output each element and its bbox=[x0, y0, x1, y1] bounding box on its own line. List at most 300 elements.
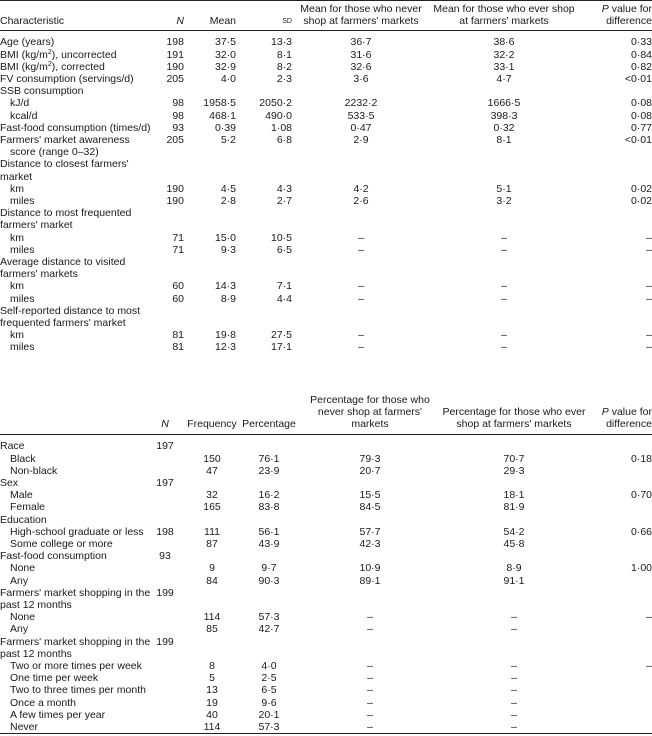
table-row bbox=[0, 465, 652, 477]
n-cell bbox=[158, 146, 184, 158]
header-percentage: Percentage bbox=[240, 394, 298, 435]
mean-cell: 37·5 bbox=[214, 36, 236, 49]
table-row bbox=[0, 256, 652, 268]
percentage-cell bbox=[240, 587, 298, 599]
p-value-cell bbox=[578, 317, 652, 329]
row-label: Female bbox=[10, 501, 46, 514]
sd-cell: 8·1 bbox=[276, 48, 292, 61]
table-row bbox=[0, 550, 652, 562]
n-cell bbox=[158, 317, 184, 329]
p-value-cell bbox=[586, 465, 652, 477]
percentage-cell: 43·9 bbox=[258, 537, 280, 550]
p-value-cell: 0·82 bbox=[630, 60, 652, 73]
row-label: km bbox=[10, 231, 24, 244]
p-value-cell bbox=[578, 207, 652, 219]
mean-ever-cell: – bbox=[501, 280, 507, 293]
row-label: Male bbox=[10, 489, 33, 502]
n-cell: 190 bbox=[166, 60, 184, 73]
sd-cell: 17·1 bbox=[270, 341, 292, 354]
mean-cell: 8·9 bbox=[220, 292, 236, 305]
table-row bbox=[0, 575, 652, 587]
row-label: miles bbox=[10, 292, 35, 305]
percentage-cell bbox=[240, 514, 298, 526]
header-mean: Mean bbox=[184, 1, 236, 31]
p-value-cell bbox=[586, 587, 652, 599]
percentage-cell bbox=[240, 550, 298, 562]
p-value-cell bbox=[586, 501, 652, 513]
n-cell bbox=[158, 85, 184, 97]
p-value-cell bbox=[586, 599, 652, 611]
n-cell: 191 bbox=[166, 48, 184, 61]
table-row bbox=[0, 341, 652, 353]
n-cell bbox=[158, 171, 184, 183]
header-characteristic: Characteristic bbox=[0, 1, 158, 31]
n-cell bbox=[146, 672, 184, 684]
mean-ever-cell bbox=[430, 256, 578, 268]
mean-ever-cell: 8·1 bbox=[496, 134, 512, 147]
mean-never-cell: – bbox=[358, 292, 364, 305]
table-row bbox=[0, 453, 652, 465]
row-label: High-school graduate or less bbox=[10, 525, 144, 538]
table-row bbox=[0, 514, 652, 526]
frequency-cell: 84 bbox=[206, 574, 218, 587]
row-label: Non-black bbox=[10, 464, 58, 477]
pct-ever-cell bbox=[442, 550, 586, 562]
table-row bbox=[0, 562, 652, 574]
header-blank bbox=[0, 394, 146, 435]
n-cell bbox=[146, 709, 184, 721]
p-value-cell bbox=[586, 697, 652, 709]
sd-cell: 8·2 bbox=[276, 60, 292, 73]
frequency-cell: 19 bbox=[206, 696, 218, 709]
p-value-cell bbox=[586, 636, 652, 648]
p-value-cell: – bbox=[646, 280, 652, 293]
mean-cell: 5·2 bbox=[220, 134, 236, 147]
mean-ever-cell: – bbox=[501, 292, 507, 305]
frequency-cell: 5 bbox=[209, 672, 215, 685]
mean-cell: 1958·5 bbox=[203, 97, 236, 110]
mean-never-cell: 36·7 bbox=[350, 36, 372, 49]
mean-ever-cell: 398·3 bbox=[490, 109, 518, 122]
n-cell: 98 bbox=[172, 109, 184, 122]
pct-ever-cell bbox=[442, 435, 586, 453]
percentage-cell: 23·9 bbox=[258, 464, 280, 477]
mean-cell: 12·3 bbox=[214, 341, 236, 354]
pct-ever-cell: – bbox=[511, 708, 517, 721]
mean-ever-cell bbox=[430, 171, 578, 183]
pct-ever-cell bbox=[442, 514, 586, 526]
row-label: Some college or more bbox=[10, 537, 113, 550]
row-label: Farmers' market shopping in the bbox=[0, 586, 151, 599]
mean-never-cell bbox=[292, 268, 430, 280]
mean-ever-cell: 33·1 bbox=[493, 60, 515, 73]
mean-ever-cell bbox=[430, 268, 578, 280]
mean-never-cell: 31·6 bbox=[350, 48, 372, 61]
sd-cell bbox=[236, 158, 292, 170]
n-cell: 98 bbox=[172, 97, 184, 110]
p-value-cell bbox=[586, 721, 652, 734]
table-row bbox=[0, 599, 652, 611]
pct-never-cell bbox=[298, 435, 442, 453]
pct-ever-cell: 8·9 bbox=[506, 562, 522, 575]
p-value-cell: 0·18 bbox=[630, 452, 652, 465]
pct-never-cell: 10·9 bbox=[359, 562, 381, 575]
p-value-cell: – bbox=[646, 292, 652, 305]
row-label: Distance to most frequented bbox=[0, 207, 132, 220]
mean-never-cell bbox=[292, 219, 430, 231]
row-label: Two to three times per month bbox=[10, 684, 146, 697]
pct-never-cell: – bbox=[367, 684, 373, 697]
table-row bbox=[0, 329, 652, 341]
row-label: score (range 0–32) bbox=[10, 146, 99, 159]
sd-cell: 6·8 bbox=[276, 134, 292, 147]
p-value-cell bbox=[578, 256, 652, 268]
pct-never-cell bbox=[298, 636, 442, 648]
pct-never-cell bbox=[298, 599, 442, 611]
percentage-cell: 56·1 bbox=[258, 525, 280, 538]
table-row bbox=[0, 489, 652, 501]
n-cell: 71 bbox=[172, 231, 184, 244]
p-value-cell: 0·08 bbox=[630, 109, 652, 122]
mean-ever-cell bbox=[430, 317, 578, 329]
n-cell: 197 bbox=[156, 476, 174, 489]
pct-ever-cell: 70·7 bbox=[503, 452, 525, 465]
p-value-cell: 0·77 bbox=[630, 121, 652, 134]
pct-ever-cell: 29·3 bbox=[503, 464, 525, 477]
pct-never-cell: 15·5 bbox=[359, 489, 381, 502]
table-row bbox=[0, 648, 652, 660]
sd-cell: 2·3 bbox=[276, 73, 292, 86]
p-value-cell bbox=[586, 514, 652, 526]
pct-never-cell: – bbox=[367, 659, 373, 672]
pct-ever-cell: – bbox=[511, 684, 517, 697]
frequency-cell: 111 bbox=[204, 525, 220, 538]
p-value-cell bbox=[586, 648, 652, 660]
row-label: BMI $(kg/m^2)$, uncorrected bbox=[0, 48, 117, 61]
n-cell: 81 bbox=[172, 329, 184, 342]
row-label: Any bbox=[10, 623, 29, 636]
n-cell bbox=[146, 489, 184, 501]
row-label: market bbox=[0, 170, 33, 183]
mean-ever-cell: – bbox=[501, 243, 507, 256]
frequency-cell: 40 bbox=[206, 708, 218, 721]
header-n: N bbox=[146, 394, 184, 435]
row-label: One time per week bbox=[10, 672, 99, 685]
frequency-cell bbox=[184, 514, 240, 526]
p-value-cell bbox=[578, 305, 652, 317]
mean-ever-cell: – bbox=[501, 341, 507, 354]
p-value-cell bbox=[586, 575, 652, 587]
frequency-cell bbox=[184, 648, 240, 660]
sd-cell bbox=[236, 305, 292, 317]
mean-cell: 32·0 bbox=[214, 48, 236, 61]
n-cell bbox=[158, 219, 184, 231]
p-value-cell bbox=[586, 709, 652, 721]
mean-ever-cell: 32·2 bbox=[493, 48, 515, 61]
frequency-cell bbox=[184, 636, 240, 648]
p-value-cell: – bbox=[646, 659, 652, 672]
pct-never-cell: 20·7 bbox=[359, 464, 381, 477]
mean-never-cell: 2·6 bbox=[353, 195, 369, 208]
percentage-cell bbox=[240, 435, 298, 453]
frequency-cell: 87 bbox=[206, 537, 218, 550]
p-value-cell: – bbox=[646, 243, 652, 256]
percentage-cell: 9·7 bbox=[261, 562, 277, 575]
mean-ever-cell bbox=[430, 219, 578, 231]
n-cell: 81 bbox=[172, 341, 184, 354]
sd-cell: 4·4 bbox=[276, 292, 292, 305]
n-cell bbox=[146, 697, 184, 709]
p-value-cell: 0·02 bbox=[630, 195, 652, 208]
mean-ever-cell: – bbox=[501, 231, 507, 244]
pct-never-cell: 89·1 bbox=[359, 574, 381, 587]
table-row bbox=[0, 207, 652, 219]
pct-ever-cell: – bbox=[511, 696, 517, 709]
pct-never-cell bbox=[298, 550, 442, 562]
table-row bbox=[0, 268, 652, 280]
row-label: frequented farmers' market bbox=[0, 317, 126, 330]
n-cell bbox=[146, 465, 184, 477]
header-p-value: P value for difference bbox=[586, 394, 652, 435]
table-row bbox=[0, 61, 652, 73]
table-row bbox=[0, 317, 652, 329]
row-label: Sex bbox=[0, 476, 19, 489]
pct-never-cell: – bbox=[367, 696, 373, 709]
p-value-cell bbox=[586, 477, 652, 489]
mean-ever-cell bbox=[430, 85, 578, 97]
pct-ever-cell: – bbox=[511, 720, 517, 733]
percentage-cell: 57·3 bbox=[258, 720, 280, 733]
row-label: past 12 months bbox=[0, 598, 72, 611]
sd-cell: 4·3 bbox=[276, 182, 292, 195]
p-value-cell bbox=[578, 85, 652, 97]
sd-cell: 490·0 bbox=[265, 109, 292, 122]
frequency-cell: 114 bbox=[203, 720, 221, 733]
percentage-cell: 76·1 bbox=[258, 452, 280, 465]
row-label: Education bbox=[0, 513, 47, 526]
table-row bbox=[0, 587, 652, 599]
table-row bbox=[0, 183, 652, 195]
header-n: N bbox=[158, 1, 184, 31]
table-row bbox=[0, 305, 652, 317]
n-cell: 198 bbox=[166, 36, 184, 49]
n-cell bbox=[146, 611, 184, 623]
n-cell bbox=[146, 684, 184, 696]
pct-ever-cell: – bbox=[511, 672, 517, 685]
frequency-table-body bbox=[0, 435, 652, 734]
pct-never-cell bbox=[298, 477, 442, 489]
table-row bbox=[0, 526, 652, 538]
frequency-cell bbox=[184, 587, 240, 599]
table-row bbox=[0, 232, 652, 244]
mean-cell: 15·0 bbox=[214, 231, 236, 244]
frequency-cell: 47 bbox=[206, 464, 218, 477]
pct-ever-cell bbox=[442, 599, 586, 611]
mean-never-cell: 32·6 bbox=[350, 60, 372, 73]
mean-cell bbox=[184, 207, 236, 219]
n-cell: 190 bbox=[166, 182, 184, 195]
table-row bbox=[0, 684, 652, 696]
table-row bbox=[0, 158, 652, 170]
p-value-cell bbox=[586, 538, 652, 550]
n-cell bbox=[146, 575, 184, 587]
table-row bbox=[0, 110, 652, 122]
row-label: Two or more times per week bbox=[10, 659, 142, 672]
p-value-cell: <0·01 bbox=[624, 73, 652, 86]
p-value-cell: – bbox=[646, 611, 652, 624]
n-cell: 205 bbox=[166, 134, 184, 147]
frequency-cell: 13 bbox=[206, 684, 218, 697]
n-cell bbox=[158, 158, 184, 170]
row-label: Fast-food consumption (times/d) bbox=[0, 121, 151, 134]
pct-never-cell: – bbox=[367, 672, 373, 685]
n-cell bbox=[146, 501, 184, 513]
sd-cell: 2·7 bbox=[276, 195, 292, 208]
percentage-cell: 2·5 bbox=[261, 672, 277, 685]
n-cell bbox=[146, 453, 184, 465]
mean-ever-cell bbox=[430, 305, 578, 317]
table-row bbox=[0, 538, 652, 550]
pct-ever-cell bbox=[442, 648, 586, 660]
table-row bbox=[0, 280, 652, 292]
row-label: None bbox=[10, 562, 36, 575]
pct-ever-cell bbox=[442, 587, 586, 599]
p-value-cell: 0·70 bbox=[630, 489, 652, 502]
mean-never-cell bbox=[292, 207, 430, 219]
p-value-cell: – bbox=[646, 341, 652, 354]
mean-cell: 4·5 bbox=[220, 182, 236, 195]
table-row bbox=[0, 501, 652, 513]
p-value-cell: 0·33 bbox=[630, 36, 652, 49]
mean-cell bbox=[184, 268, 236, 280]
mean-cell bbox=[184, 171, 236, 183]
p-value-cell: 0·02 bbox=[630, 182, 652, 195]
p-value-cell: – bbox=[646, 231, 652, 244]
table-row bbox=[0, 195, 652, 207]
row-label: None bbox=[10, 611, 36, 624]
header-mean-ever: Mean for those who ever shop at farmers' markets bbox=[430, 1, 578, 31]
sd-cell: 13·3 bbox=[270, 36, 292, 49]
mean-never-cell: 2·9 bbox=[353, 134, 369, 147]
header-p-value: P value for difference bbox=[578, 1, 652, 31]
n-cell: 93 bbox=[172, 121, 184, 134]
pct-never-cell: – bbox=[367, 708, 373, 721]
table-spacer bbox=[0, 354, 652, 394]
percentage-cell bbox=[240, 599, 298, 611]
table-row bbox=[0, 721, 652, 734]
row-label: Farmers' market shopping in the bbox=[0, 635, 151, 648]
mean-never-cell: – bbox=[358, 341, 364, 354]
pct-ever-cell: – bbox=[511, 611, 517, 624]
frequency-cell bbox=[184, 599, 240, 611]
table-row bbox=[0, 623, 652, 635]
header-frequency: Frequency bbox=[184, 394, 240, 435]
n-cell bbox=[146, 660, 184, 672]
row-label: km bbox=[10, 182, 24, 195]
table-row bbox=[0, 293, 652, 305]
sd-cell: 1·08 bbox=[270, 121, 292, 134]
sd-cell bbox=[236, 146, 292, 158]
p-value-cell bbox=[578, 268, 652, 280]
n-cell bbox=[146, 623, 184, 635]
mean-cell: 2·8 bbox=[220, 195, 236, 208]
row-label: BMI $(kg/m^2)$, corrected bbox=[0, 60, 105, 73]
mean-never-cell bbox=[292, 158, 430, 170]
p-value-cell bbox=[586, 435, 652, 453]
table-row bbox=[0, 219, 652, 231]
frequency-cell bbox=[184, 435, 240, 453]
pct-ever-cell bbox=[442, 636, 586, 648]
percentage-cell: 20·1 bbox=[258, 708, 280, 721]
table-row bbox=[0, 73, 652, 85]
table-row bbox=[0, 697, 652, 709]
table-row bbox=[0, 611, 652, 623]
row-label: Fast-food consumption bbox=[0, 550, 107, 563]
mean-never-cell: 0·47 bbox=[350, 121, 372, 134]
pct-never-cell: 57·7 bbox=[359, 525, 381, 538]
percentage-cell: 42·7 bbox=[258, 623, 280, 636]
mean-cell: 468·1 bbox=[209, 109, 236, 122]
percentage-cell: 90·3 bbox=[258, 574, 280, 587]
mean-cell bbox=[184, 317, 236, 329]
p-value-cell: 0·84 bbox=[630, 48, 652, 61]
mean-ever-cell: – bbox=[501, 329, 507, 342]
n-cell: 197 bbox=[156, 440, 174, 453]
sd-cell: 6·5 bbox=[276, 243, 292, 256]
means-table-header-row bbox=[0, 1, 652, 31]
sd-cell bbox=[236, 219, 292, 231]
sd-cell: 7·1 bbox=[276, 280, 292, 293]
mean-ever-cell: 5·1 bbox=[496, 182, 512, 195]
p-value-cell: <0·01 bbox=[624, 134, 652, 147]
pct-never-cell: 84·5 bbox=[359, 501, 381, 514]
mean-ever-cell: 38·6 bbox=[493, 36, 515, 49]
row-label: Distance to closest farmers' bbox=[0, 158, 129, 171]
mean-never-cell bbox=[292, 171, 430, 183]
mean-never-cell: – bbox=[358, 329, 364, 342]
pct-never-cell bbox=[298, 587, 442, 599]
mean-ever-cell: 1666·5 bbox=[487, 97, 521, 110]
row-label: SSB consumption bbox=[0, 85, 84, 98]
row-label: Once a month bbox=[10, 696, 76, 709]
table-row bbox=[0, 134, 652, 146]
table-row bbox=[0, 244, 652, 256]
mean-cell bbox=[184, 256, 236, 268]
row-label: km bbox=[10, 329, 24, 342]
p-value-cell bbox=[586, 672, 652, 684]
pct-ever-cell: 54·2 bbox=[503, 525, 525, 538]
sd-cell bbox=[236, 268, 292, 280]
frequency-cell: 150 bbox=[203, 452, 221, 465]
sd-cell bbox=[236, 317, 292, 329]
mean-ever-cell bbox=[430, 158, 578, 170]
mean-never-cell: – bbox=[358, 231, 364, 244]
n-cell: 199 bbox=[156, 586, 174, 599]
n-cell bbox=[158, 268, 184, 280]
mean-never-cell: 533·5 bbox=[347, 109, 375, 122]
table-row bbox=[0, 122, 652, 134]
row-label: miles bbox=[10, 195, 35, 208]
pct-ever-cell: 45·8 bbox=[503, 537, 525, 550]
table-row bbox=[0, 477, 652, 489]
row-label: Race bbox=[0, 440, 25, 453]
percentage-cell: 4·0 bbox=[261, 659, 277, 672]
table-row bbox=[0, 660, 652, 672]
header-pct-ever: Percentage for those who ever shop at farmers' markets bbox=[442, 394, 586, 435]
table-row bbox=[0, 49, 652, 61]
sd-cell bbox=[236, 256, 292, 268]
table-row bbox=[0, 709, 652, 721]
